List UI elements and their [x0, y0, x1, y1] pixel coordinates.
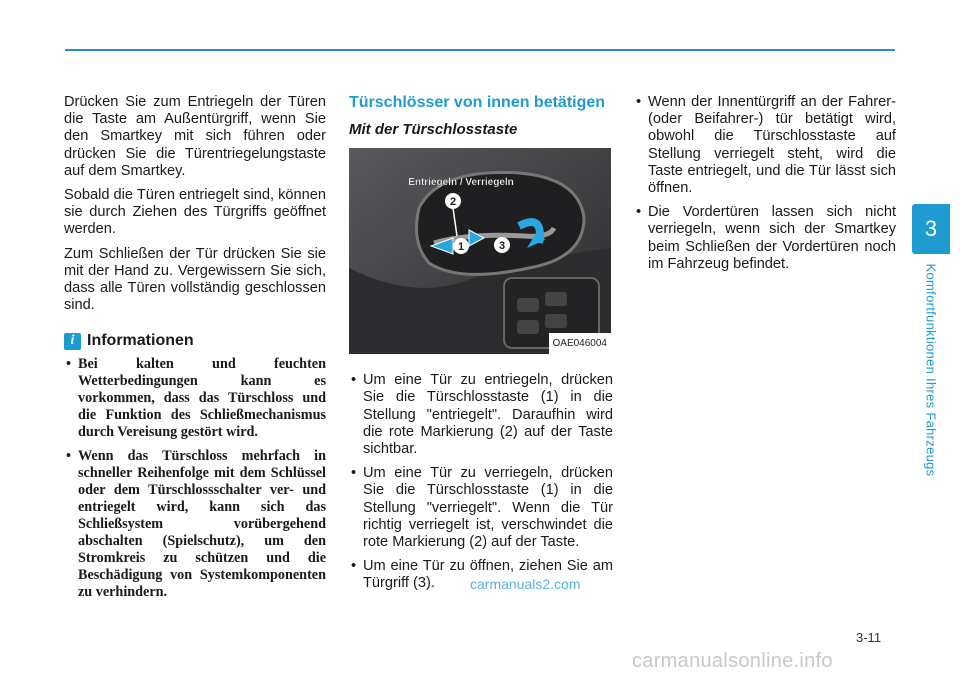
- door-lock-figure: [349, 148, 611, 354]
- list-item: • Um eine Tür zu entriegeln, drücken Sie die Türschlosstaste (1) in die Stellung "entriegelt". Daraufhin wird die rote Markierung (2) auf der Taste sichtbar.: [349, 372, 613, 458]
- paragraph: Drücken Sie zum Entriegeln der Türen die Taste am Außentürgriff, wenn Sie den Smartkey mit sich führen oder drücken Sie die Türentriegelungstaste auf dem Smartkey.: [64, 94, 326, 179]
- figure-label: Entriegeln / Verriegeln: [408, 177, 514, 189]
- info-icon: i: [64, 333, 81, 350]
- callout-1: 1: [457, 241, 465, 254]
- list-item: • Die Vordertüren lassen sich nicht verriegeln, wenn sich der Smartkey beim Schließen der Vordertüren noch im Fahrzeug befindet.: [634, 204, 896, 273]
- section-subheading: Mit der Türschlosstaste: [349, 121, 518, 138]
- column-1: [64, 94, 326, 608]
- lock-instructions-list: [349, 372, 613, 592]
- figure-code: OAE046004: [549, 333, 612, 354]
- chapter-title: Komfortfunktionen Ihres Fahrzeugs: [923, 263, 939, 477]
- info-heading: [64, 332, 326, 349]
- door-notes-list: [634, 94, 896, 273]
- watermark-middle: carmanuals2.com: [470, 576, 581, 592]
- page-number: 3-11: [856, 630, 882, 645]
- door-panel-illustration: [349, 148, 611, 354]
- info-item: • Bei kalten und feuchten Wetterbedingungen kann es vorkommen, dass das Türschloss und die Funktion des Schließmechanismus durch Vereisung gestört wird.: [64, 356, 326, 441]
- paragraph: Zum Schließen der Tür drücken Sie sie mit der Hand zu. Vergewissern Sie sich, dass alle Türen vollständig geschlossen sind.: [64, 245, 326, 314]
- paragraph: Sobald die Türen entriegelt sind, können sie durch Ziehen des Türgriffs geöffnet werden.: [64, 187, 326, 238]
- list-item: • Um eine Tür zu öffnen, ziehen Sie am Türgriff (3).: [349, 558, 613, 592]
- column-3: [634, 94, 896, 280]
- chapter-number-tab: 3: [912, 204, 950, 254]
- column-2: [349, 94, 613, 600]
- list-item: • Um eine Tür zu verriegeln, drücken Sie die Türschlosstaste (1) in die Stellung "verriegelt". Wenn die Tür richtig verriegelt ist, verschwindet die rote Markierung (2) auf der Taste.: [349, 465, 613, 551]
- section-heading: Türschlösser von innen betätigen: [349, 94, 606, 111]
- callout-3: 3: [498, 240, 506, 253]
- info-title: Informationen: [87, 332, 194, 350]
- info-item: • Wenn das Türschloss mehrfach in schneller Reihenfolge mit dem Schlüssel oder dem Türschlossschalter ver- und entriegelt wird, kann sich das Schließsystem vorübergehend abschalten (Spielschutz), um den Stromkreis zu schützen und die Beschädigung von Systemkomponenten zu verhindern.: [64, 448, 326, 601]
- watermark-bottom: carmanualsonline.info: [632, 650, 833, 672]
- top-rule: [65, 49, 895, 51]
- list-item: • Wenn der Innentürgriff an der Fahrer- (oder Beifahrer-) tür betätigt wird, obwohl die Türschlosstaste auf Stellung verriegelt steht, wird die Taste entriegelt, und die Tür lässt sich öffnen.: [634, 94, 896, 197]
- info-list: [64, 356, 326, 601]
- callout-2: 2: [449, 196, 457, 209]
